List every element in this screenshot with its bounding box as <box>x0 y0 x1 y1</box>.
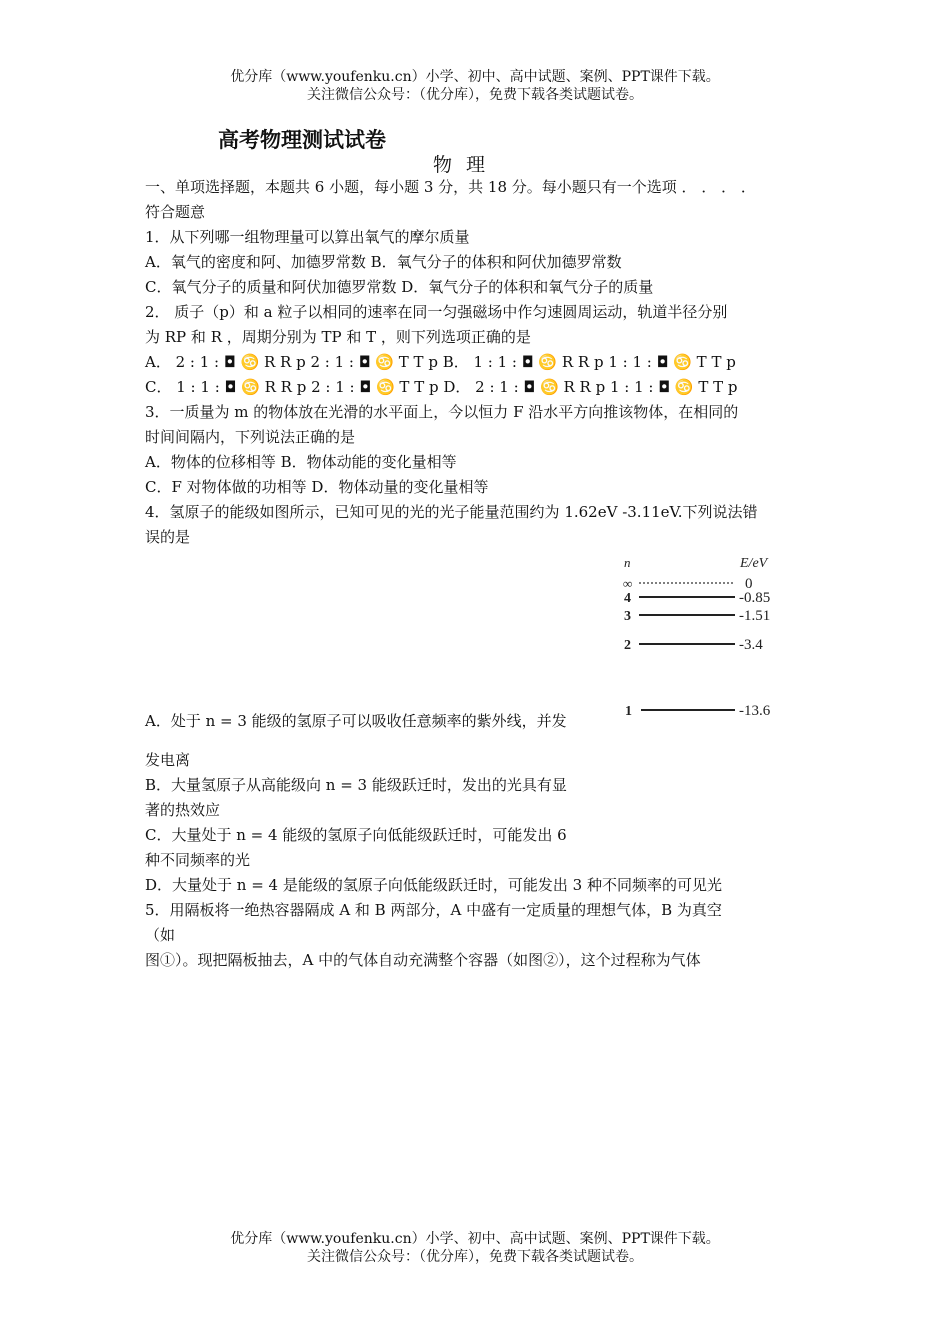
q4-option-b-cont: 著的热效应 <box>145 801 221 819</box>
level-energy-inf: 0 <box>745 576 753 592</box>
q3-options-cd: C．F 对物体做的功相等 D．物体动量的变化量相等 <box>145 478 489 496</box>
page-footer <box>0 1230 950 1266</box>
q3-stem: 3．一质量为 m 的物体放在光滑的水平面上，今以恒力 F 沿水平方向推该物体，在相同的 <box>145 403 739 421</box>
page-header <box>0 68 950 104</box>
q1-stem: 1．从下列哪一组物理量可以算出氧气的摩尔质量 <box>145 228 470 246</box>
energy-level-diagram <box>615 546 790 726</box>
q4-option-b: B．大量氢原子从高能级向 n = 3 能级跃迁时，发出的光具有显 <box>145 776 567 794</box>
level-energy-3: -1.51 <box>739 608 771 624</box>
header-line-2: 关注微信公众号：（优分库），免费下载各类试题试卷。 <box>307 87 643 103</box>
q5-stem: 5．用隔板将一绝热容器隔成 A 和 B 两部分，A 中盛有一定质量的理想气体，B 为真空 <box>145 901 722 919</box>
level-label-4: 4 <box>624 591 631 606</box>
page-title: 高考物理测试试卷 <box>218 128 386 152</box>
q2-options-ab: A． 2 : 1 : ◘ ♋ R R p 2 : 1 : ◘ ♋ T T p B． 1 : 1 : ◘ ♋ R R p 1 : 1 : ◘ ♋ T T p <box>145 353 736 371</box>
q1-options-cd: C．氧气分子的质量和阿伏加德罗常数 D．氧气分子的体积和氧气分子的质量 <box>145 278 654 296</box>
q4-option-a: A．处于 n = 3 能级的氢原子可以吸收任意频率的紫外线，并发 <box>145 712 567 730</box>
section-1-instruction-cont: 符合题意 <box>145 203 206 221</box>
q4-option-c-cont: 种不同频率的光 <box>145 851 251 869</box>
q4-stem-cont: 误的是 <box>145 528 191 546</box>
q3-options-ab: A．物体的位移相等 B．物体动能的变化量相等 <box>145 453 457 471</box>
q2-options-cd: C． 1 : 1 : ◘ ♋ R R p 2 : 1 : ◘ ♋ T T p D． 2 : 1 : ◘ ♋ R R p 1 : 1 : ◘ ♋ T T p <box>145 378 738 396</box>
q4-option-d: D．大量处于 n = 4 是能级的氢原子向低能级跃迁时，可能发出 3 种不同频率的可见光 <box>145 876 722 894</box>
level-label-2: 2 <box>624 638 631 653</box>
q2-stem: 2． 质子（p）和 a 粒子以相同的速率在同一匀强磁场中作匀速圆周运动，轨道半径分别 <box>145 303 728 321</box>
q4-option-a-cont: 发电离 <box>145 751 191 769</box>
page-subtitle: 物 理 <box>433 154 490 176</box>
level-energy-1: -13.6 <box>739 703 771 719</box>
footer-line-2: 关注微信公众号：（优分库），免费下载各类试题试卷。 <box>307 1249 643 1265</box>
diagram-n-header: n <box>624 555 631 570</box>
level-energy-2: -3.4 <box>739 637 763 653</box>
q4-stem: 4．氢原子的能级如图所示，已知可见的光的光子能量范围约为 1.62eV -3.11eV.下列说法错 <box>145 503 758 521</box>
q3-stem-cont: 时间间隔内，下列说法正确的是 <box>145 428 356 446</box>
section-1-instruction: 一、单项选择题，本题共 6 小题，每小题 3 分，共 18 分。每小题只有一个选项 ． ． ． ． <box>145 178 756 196</box>
level-label-3: 3 <box>624 609 631 624</box>
footer-line-1: 优分库（www.youfenku.cn）小学、初中、高中试题、案例、PPT课件下载。 <box>230 1231 720 1247</box>
diagram-e-header: E/eV <box>740 556 768 571</box>
q1-options-ab: A．氧气的密度和阿、加德罗常数 B．氧气分子的体积和阿伏加德罗常数 <box>145 253 622 271</box>
level-label-inf: ∞ <box>623 576 633 591</box>
header-line-1: 优分库（www.youfenku.cn）小学、初中、高中试题、案例、PPT课件下载。 <box>230 69 720 85</box>
q4-option-c: C．大量处于 n = 4 能级的氢原子向低能级跃迁时，可能发出 6 <box>145 826 567 844</box>
q2-stem-cont: 为 RP 和 R ，周期分别为 TP 和 T ，则下列选项正确的是 <box>145 328 531 346</box>
q5-stem-cont: （如 <box>145 926 176 944</box>
level-label-1: 1 <box>625 704 632 719</box>
q5-stem-cont-2: 图①）。现把隔板抽去，A 中的气体自动充满整个容器（如图②），这个过程称为气体 <box>145 951 701 969</box>
level-energy-4: -0.85 <box>739 590 771 606</box>
